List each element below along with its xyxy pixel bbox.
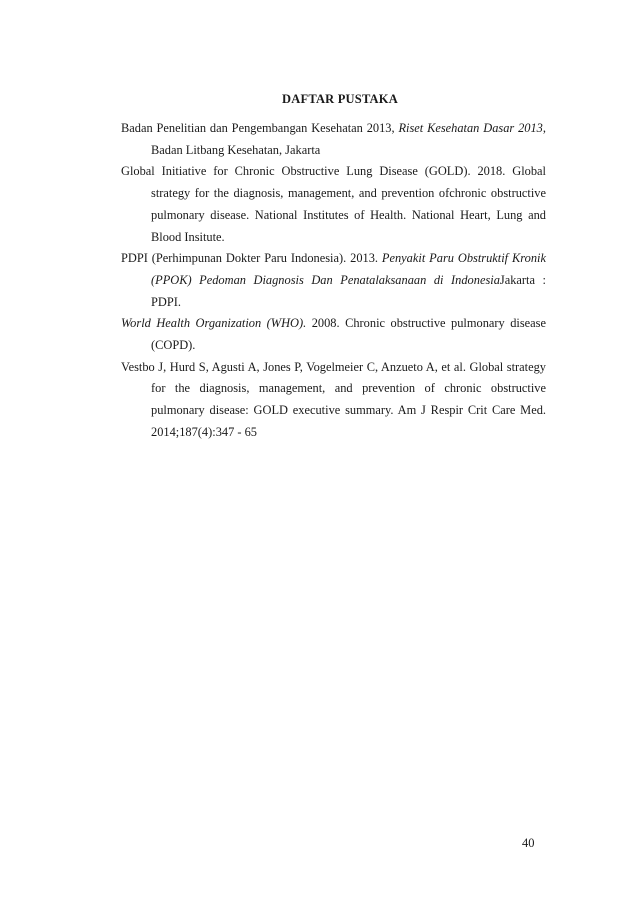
- reference-text: Global Initiative for Chronic Obstructive Lung Disease (GOLD). 2018. Global strategy for the diagnosis, management, and prevention ofchronic obstructive pulmonary disease. National Institutes of Health. National Heart, Lung and Blood Insitute.: [121, 164, 546, 244]
- reference-item: [121, 248, 546, 313]
- reference-text-tail: Jakarta : PDPI.: [151, 272, 546, 309]
- reference-title-italic: Penyakit Paru Obstruktif Kronik (PPOK) Pedoman Diagnosis Dan Penatalaksanaan di Indonesia: [151, 251, 546, 287]
- reference-text: Vestbo J, Hurd S, Agusti A, Jones P, Vogelmeier C, Anzueto A, et al. Global strategy for the diagnosis, management, and prevention of chronic obstructive pulmonary disease: GOLD executive summary. Am J Respir Crit Care Med. 2014;187(4):347 - 65: [121, 359, 546, 439]
- reference-text: PDPI (Perhimpunan Dokter Paru Indonesia). 2013.: [121, 251, 382, 266]
- reference-text-tail: , Badan Litbang Kesehatan, Jakarta: [151, 121, 546, 157]
- reference-item: [121, 161, 546, 248]
- reference-text: Badan Penelitian dan Pengembangan Kesehatan 2013,: [121, 121, 399, 135]
- reference-text-tail: 2008. Chronic obstructive pulmonary disease (COPD).: [151, 316, 546, 353]
- reference-title-italic: World Health Organization (WHO).: [121, 316, 307, 331]
- reference-item: [121, 313, 546, 356]
- page-number: 40: [522, 836, 535, 850]
- reference-item: [121, 357, 546, 444]
- reference-item: [121, 118, 546, 161]
- reference-title-italic: Riset Kesehatan Dasar 2013: [398, 121, 543, 135]
- reference-list: [121, 118, 546, 444]
- page-title: DAFTAR PUSTAKA: [282, 92, 398, 106]
